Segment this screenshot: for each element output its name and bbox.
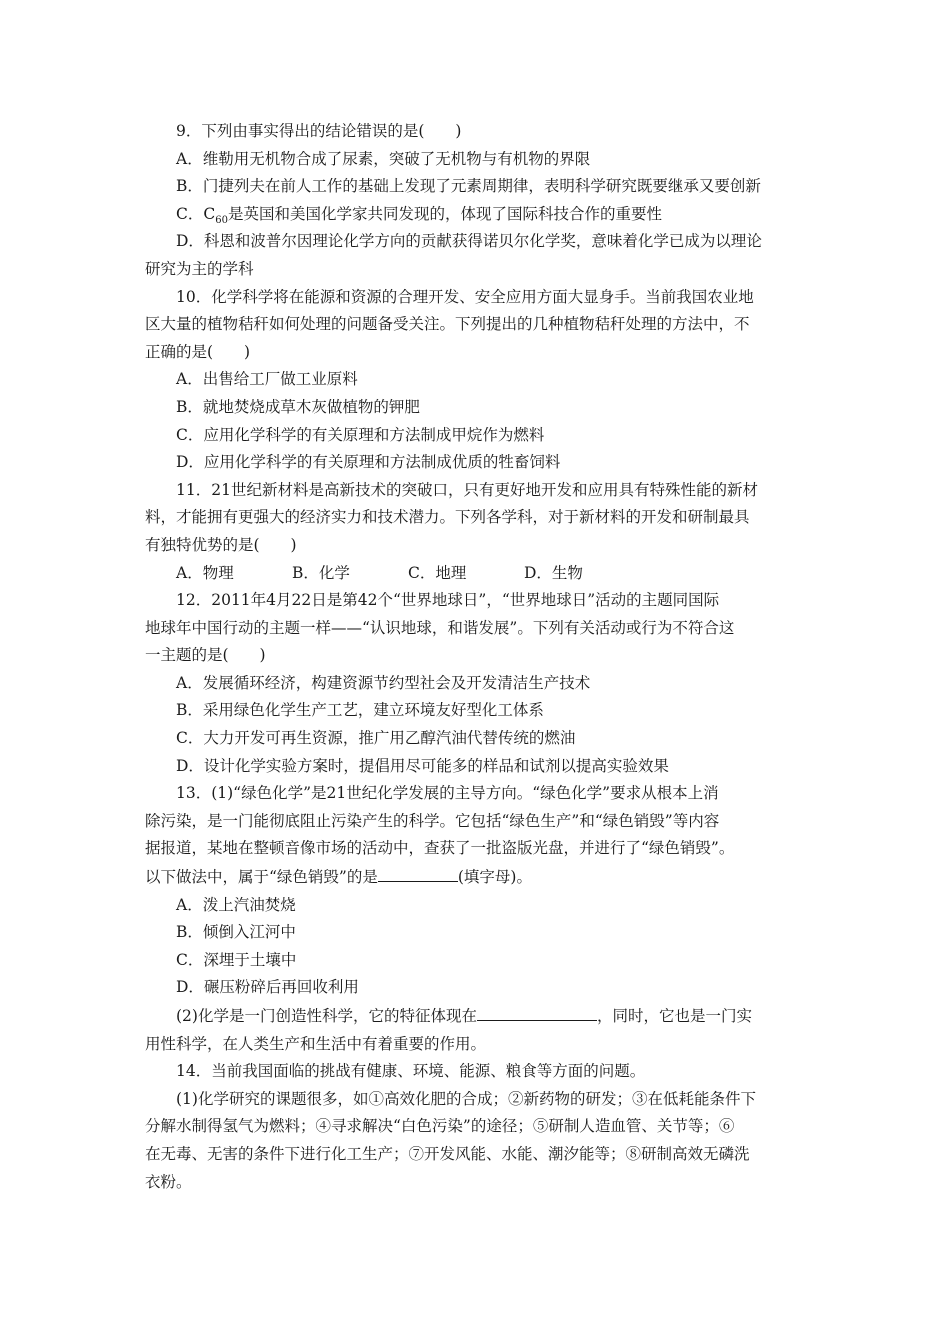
q13-part2-post: ，同时，它也是一门实 [596, 1007, 752, 1025]
q14-part1-cont: 分解水制得氢气为燃料；④寻求解决“白色污染”的途径；⑤研制人造血管、关节等；⑥ [145, 1117, 735, 1136]
q13-answer-blank-1[interactable] [378, 863, 458, 882]
q11-option-d: D．生物 [524, 563, 583, 582]
q9-option-c-subscript: 60 [215, 214, 228, 226]
q12-stem-end: 一主题的是( ) [145, 646, 266, 665]
q13-stem: 13．(1)“绿色化学”是21世纪化学发展的主导方向。“绿色化学”要求从根本上消 [176, 784, 719, 803]
q10-stem-cont: 区大量的植物秸秆如何处理的问题备受关注。下列提出的几种植物秸秆处理的方法中，不 [145, 315, 750, 334]
q14-part1: (1)化学研究的课题很多，如①高效化肥的合成；②新药物的研发；③在低耗能条件下 [176, 1089, 756, 1108]
q14-stem: 14．当前我国面临的挑战有健康、环境、能源、粮食等方面的问题。 [176, 1062, 646, 1081]
q9-option-d: D．科恩和波普尔因理论化学方向的贡献获得诺贝尔化学奖，意味着化学已成为以理论 [176, 232, 762, 251]
q14-part1-end: 衣粉。 [145, 1172, 192, 1191]
q12-option-c: C．大力开发可再生资源，推广用乙醇汽油代替传统的燃油 [176, 729, 576, 748]
q13-stem-end-post: (填字母)。 [457, 868, 532, 887]
q13-option-b: B．倾倒入江河中 [176, 923, 296, 942]
q10-option-b: B．就地焚烧成草木灰做植物的钾肥 [176, 397, 420, 416]
q14-part1-cont-2: 在无毒、无害的条件下进行化工生产；⑦开发风能、水能、潮汐能等；⑧研制高效无磷洗 [145, 1144, 750, 1163]
q9-option-b: B．门捷列夫在前人工作的基础上发现了元素周期律，表明科学研究既要继承又要创新 [176, 177, 761, 196]
q11-option-b: B．化学 [292, 563, 350, 582]
q13-option-d: D．碾压粉碎后再回收利用 [176, 978, 359, 997]
q13-part2 [145, 1002, 810, 1031]
q11-option-a: A．物理 [176, 563, 234, 582]
q13-option-a: A．泼上汽油焚烧 [176, 895, 296, 914]
q11-stem: 11．21世纪新材料是高新技术的突破口，只有更好地开发和应用具有特殊性能的新材 [176, 480, 758, 499]
q12-option-b: B．采用绿色化学生产工艺，建立环境友好型化工体系 [176, 701, 544, 720]
q9-option-a: A．维勒用无机物合成了尿素，突破了无机物与有机物的界限 [176, 149, 591, 168]
q10-option-a: A．出售给工厂做工业原料 [176, 370, 358, 389]
q9-option-c-pre: C．C [176, 204, 216, 223]
q10-option-c: C．应用化学科学的有关原理和方法制成甲烷作为燃料 [176, 425, 545, 444]
q13-stem-cont: 除污染，是一门能彻底阻止污染产生的科学。它包括“绿色生产”和“绿色销毁”等内容 [145, 811, 720, 830]
q9-option-c-post: 是英国和美国化学家共同发现的，体现了国际科技合作的重要性 [227, 204, 662, 223]
q11-options [145, 560, 810, 588]
q10-stem-end: 正确的是( ) [145, 342, 251, 361]
q11-stem-cont: 料，才能拥有更强大的经济实力和技术潜力。下列各学科，对于新材料的开发和研制最具 [145, 508, 750, 527]
q13-part2-pre: (2)化学是一门创造性科学，它的特征体现在 [176, 1007, 477, 1025]
q12-option-a: A．发展循环经济，构建资源节约型社会及开发清洁生产技术 [176, 673, 591, 692]
q13-stem-end [145, 863, 810, 892]
q13-part2-cont: 用性科学，在人类生产和生活中有着重要的作用。 [145, 1034, 487, 1053]
q10-stem: 10．化学科学将在能源和资源的合理开发、安全应用方面大显身手。当前我国农业地 [176, 287, 754, 306]
q13-option-c: C．深埋于土壤中 [176, 950, 297, 969]
q9-option-c [145, 201, 810, 229]
q12-stem-cont: 地球年中国行动的主题一样——“认识地球，和谐发展”。下列有关活动或行为不符合这 [145, 618, 735, 637]
q9-option-d-cont: 研究为主的学科 [145, 259, 254, 278]
q9-stem: 9．下列由事实得出的结论错误的是( ) [176, 122, 462, 140]
q13-answer-blank-2[interactable] [477, 1002, 597, 1021]
q11-option-c: C．地理 [408, 563, 467, 582]
q10-option-d: D．应用化学科学的有关原理和方法制成优质的牲畜饲料 [176, 453, 561, 472]
q13-stem-cont-2: 据报道，某地在整顿音像市场的活动中，查获了一批盗版光盘，并进行了“绿色销毁”。 [145, 839, 735, 858]
q13-stem-end-pre: 以下做法中，属于“绿色销毁”的是 [145, 868, 378, 887]
document-body [145, 118, 810, 1196]
q11-stem-end: 有独特优势的是( ) [145, 535, 297, 554]
q12-option-d: D．设计化学实验方案时，提倡用尽可能多的样品和试剂以提高实验效果 [176, 756, 669, 775]
q12-stem: 12．2011年4月22日是第42个“世界地球日”，“世界地球日”活动的主题同国际 [176, 591, 720, 610]
